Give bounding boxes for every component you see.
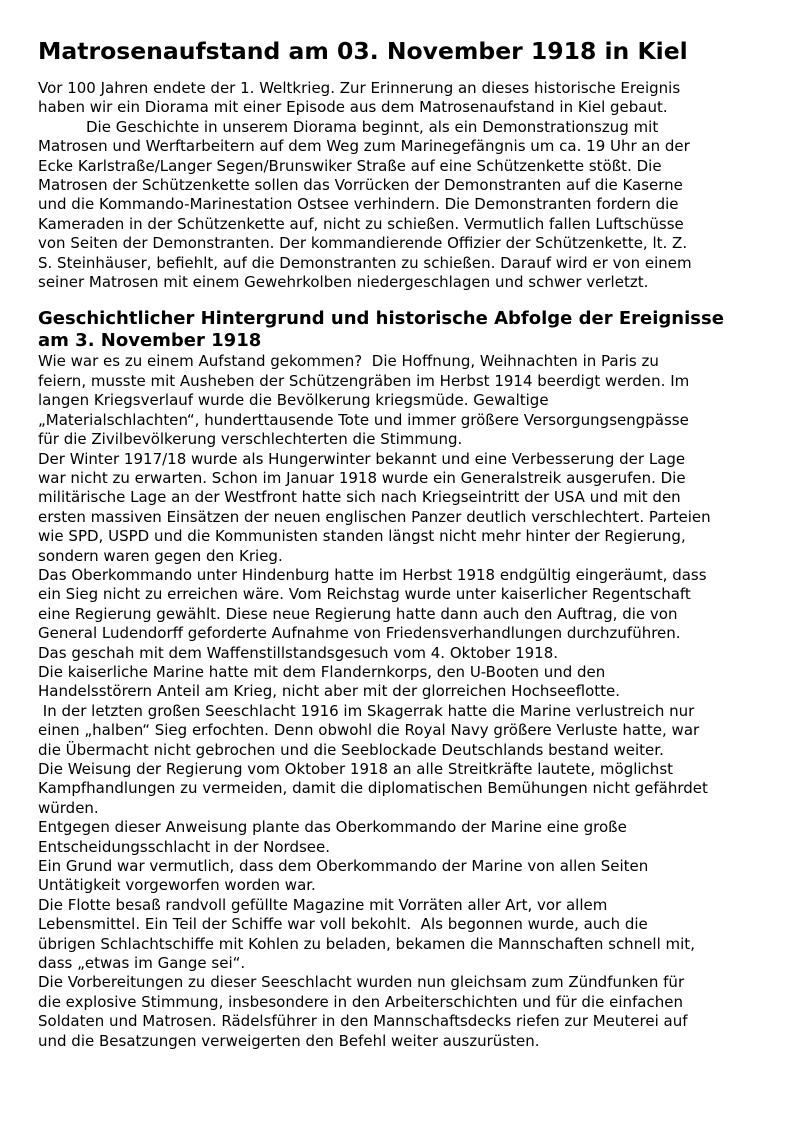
text-line: S. Steinhäuser, befiehlt, auf die Demonstranten zu schießen. Darauf wird er von einem [38, 253, 692, 272]
text-line: Die Geschichte in unserem Diorama beginnt, als ein Demonstrationszug mit [86, 117, 659, 136]
text-line: Die kaiserliche Marine hatte mit dem Flandernkorps, den U-Booten und den [38, 662, 606, 681]
text-line: haben wir ein Diorama mit einer Episode aus dem Matrosenaufstand in Kiel gebaut. [38, 98, 668, 117]
text-line: militärische Lage an der Westfront hatte sich nach Kriegseintritt der USA und mit den [38, 488, 681, 507]
text-line: und die Besatzungen verweigerten den Befehl weiter auszurüsten. [38, 1031, 540, 1050]
text-line: Soldaten und Matrosen. Rädelsführer in den Mannschaftsdecks riefen zur Meuterei auf [38, 1012, 688, 1031]
text-line: würden. [38, 798, 99, 817]
text-line: Vor 100 Jahren endete der 1. Weltkrieg. Zur Erinnerung an dieses historische Ereignis [38, 79, 681, 97]
text-line: Ecke Karlstraße/Langer Segen/Brunswiker Straße auf eine Schützenkette stößt. Die [38, 156, 662, 175]
text-line: Kampfhandlungen zu vermeiden, damit die diplomatischen Bemühungen nicht gefährdet [38, 779, 708, 798]
text-line: Der Winter 1917/18 wurde als Hungerwinter bekannt und eine Verbesserung der Lage [38, 449, 686, 468]
text-line: übrigen Schlachtschiffe mit Kohlen zu beladen, bekamen die Mannschaften schnell mit, [38, 934, 695, 953]
text-line: seiner Matrosen mit einem Gewehrkolben niedergeschlagen und schwer verletzt. [38, 273, 649, 292]
text-line: Ein Grund war vermutlich, dass dem Oberkommando der Marine von allen Seiten [38, 857, 649, 876]
page-title: Matrosenaufstand am 03. November 1918 in Kiel [38, 37, 688, 65]
text-line: Die Weisung der Regierung vom Oktober 1918 an alle Streitkräfte lautete, möglichst [38, 760, 674, 778]
history-paragraph [38, 352, 762, 1051]
text-line: feiern, musste mit Ausheben der Schützengräben im Herbst 1914 beerdigt werden. Im [38, 371, 690, 390]
text-line: ersten massiven Einsätzen der neuen englischen Panzer deutlich verschlechtert. Parteien [38, 507, 711, 526]
text-line: für die Zivilbevölkerung verschlechterten die Stimmung. [38, 430, 463, 449]
text-line: wie SPD, USPD und die Kommunisten standen längst nicht mehr hinter der Regierung, [38, 527, 686, 546]
text-line: dass „etwas im Gange sei“. [38, 954, 246, 973]
text-line: Wie war es zu einem Aufstand gekommen? Die Hoffnung, Weihnachten in Paris zu [38, 352, 659, 371]
document-page [38, 36, 762, 1051]
text-line: Entgegen dieser Anweisung plante das Oberkommando der Marine eine große [38, 818, 627, 837]
text-line: General Ludendorff geforderte Aufnahme von Friedensverhandlungen durchzuführen. [38, 624, 681, 643]
text-line: Kameraden in der Schützenkette auf, nicht zu schießen. Vermutlich fallen Luftschüsse [38, 214, 684, 233]
text-line: einen „halben“ Sieg erfochten. Denn obwohl die Royal Navy größere Verluste hatte, war [38, 721, 700, 740]
section-heading-line: am 3. November 1918 [38, 330, 262, 352]
text-line: ein Sieg nicht zu erreichen wäre. Vom Reichstag wurde unter kaiserlicher Regentschaft [38, 585, 691, 604]
text-line: eine Regierung gewählt. Diese neue Regierung hatte dann auch den Auftrag, die von [38, 604, 678, 623]
text-line: von Seiten der Demonstranten. Der kommandierende Offizier der Schützenkette, lt. Z. [38, 234, 688, 253]
text-line: Das Oberkommando unter Hindenburg hatte im Herbst 1918 endgültig eingeräumt, dass [38, 565, 707, 584]
section-heading [38, 308, 762, 352]
text-line: Entscheidungsschlacht in der Nordsee. [38, 837, 331, 856]
text-line: Untätigkeit vorgeworfen worden war. [38, 876, 316, 895]
text-line: und die Kommando-Marinestation Ostsee verhindern. Die Demonstranten fordern die [38, 195, 679, 214]
text-line: Die Vorbereitungen zu dieser Seeschlacht wurden nun gleichsam zum Zündfunken für [38, 973, 685, 992]
text-line: die Übermacht nicht gebrochen und die Seeblockade Deutschlands bestand weiter. [38, 740, 664, 759]
text-line: Matrosen der Schützenkette sollen das Vorrücken der Demonstranten auf die Kaserne [38, 176, 683, 195]
text-line: sondern waren gegen den Krieg. [38, 546, 283, 565]
text-line: Handelsstörern Anteil am Krieg, nicht aber mit der glorreichen Hochseeflotte. [38, 682, 621, 701]
section-heading-line: Geschichtlicher Hintergrund und historische Abfolge der Ereignisse [38, 308, 724, 330]
text-line: „Materialschlachten“, hunderttausende Tote und immer größere Versorgungsengpässe [38, 410, 689, 429]
text-line: die explosive Stimmung, insbesondere in den Arbeiterschichten und für die einfachen [38, 992, 683, 1011]
text-line: Das geschah mit dem Waffenstillstandsgesuch vom 4. Oktober 1918. [38, 643, 559, 662]
text-line: langen Kriegsverlauf wurde die Bevölkerung kriegsmüde. Gewaltige [38, 391, 549, 410]
text-line: In der letzten großen Seeschlacht 1916 im Skagerrak hatte die Marine verlustreich nur [38, 701, 695, 720]
text-line: Die Flotte besaß randvoll gefüllte Magazine mit Vorräten aller Art, vor allem [38, 895, 608, 914]
intro-paragraph [38, 79, 762, 292]
text-line: Matrosen und Werftarbeitern auf dem Weg zum Marinegefängnis um ca. 19 Uhr an der [38, 137, 690, 156]
text-line: Lebensmittel. Ein Teil der Schiffe war voll bekohlt. Als begonnen wurde, auch die [38, 915, 648, 934]
text-line: war nicht zu erwarten. Schon im Januar 1918 wurde ein Generalstreik ausgerufen. Die [38, 468, 686, 487]
